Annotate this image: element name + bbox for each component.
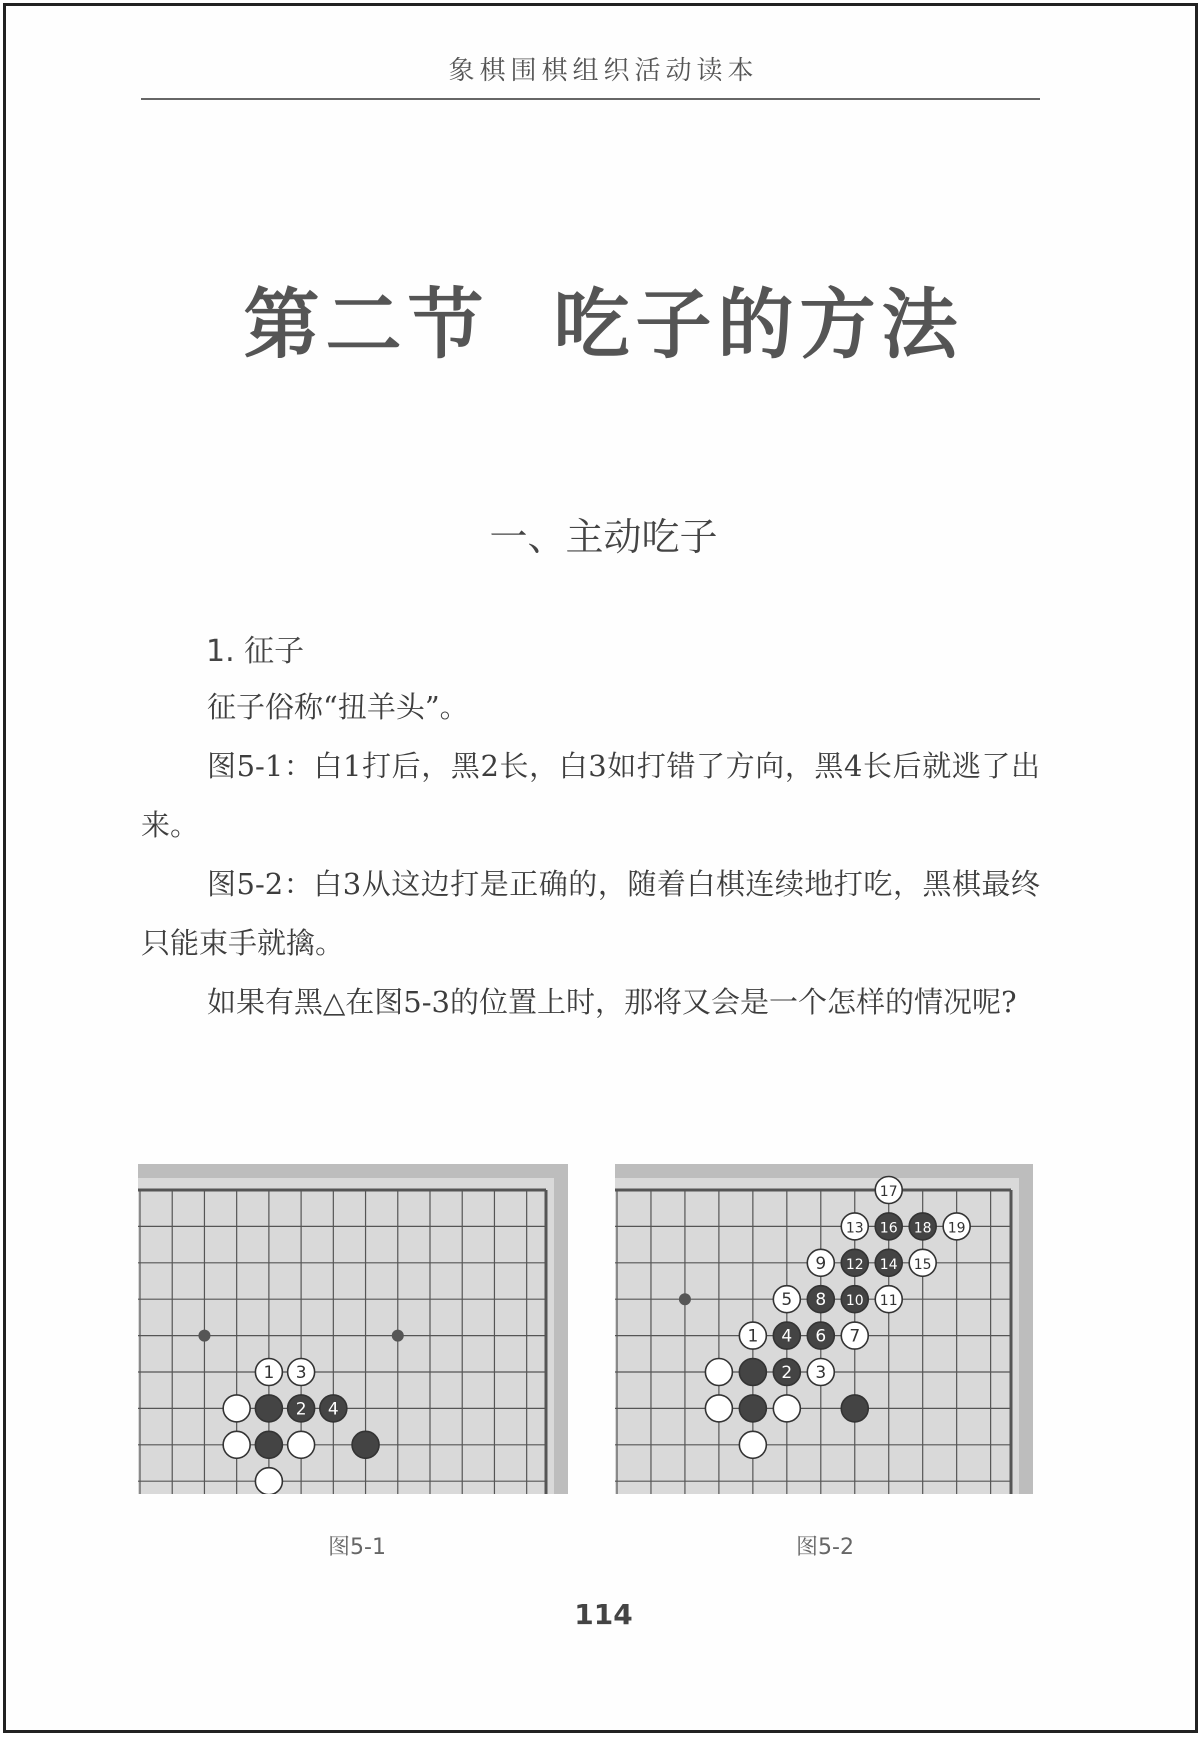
paragraph: 图5-1：白1打后，黑2长，白3如打错了方向，黑4长后就逃了出来。 <box>141 749 1040 842</box>
move-number: 3 <box>815 1363 827 1383</box>
move-number: 7 <box>849 1326 861 1347</box>
figure-caption: 图5-2 <box>796 1535 854 1560</box>
figure-caption: 图5-1 <box>328 1535 386 1560</box>
move-number: 2 <box>295 1399 307 1420</box>
move-number: 10 <box>845 1293 864 1310</box>
move-number: 11 <box>879 1293 898 1310</box>
move-number: 6 <box>815 1326 827 1347</box>
paragraph: 图5-2：白3从这边打是正确的，随着白棋连续地打吃，黑棋最终只能束手就擒。 <box>141 867 1040 960</box>
move-number: 1 <box>747 1326 759 1347</box>
white-stone <box>705 1395 732 1422</box>
black-stone <box>255 1431 282 1458</box>
book-page <box>3 3 1198 1733</box>
go-board-figure-5-2 <box>615 1164 1033 1494</box>
board-edge-top <box>138 1164 568 1178</box>
go-board-diagram <box>138 1164 568 1494</box>
white-stone <box>288 1431 315 1458</box>
board-edge-top <box>615 1164 1033 1178</box>
chapter-title <box>6 264 1201 373</box>
star-point <box>392 1330 404 1342</box>
move-number: 4 <box>327 1399 339 1420</box>
white-stone <box>705 1359 732 1386</box>
move-number: 19 <box>947 1220 966 1237</box>
white-stone <box>739 1431 766 1458</box>
go-board-figure-5-1 <box>138 1164 568 1494</box>
black-stone <box>841 1395 868 1422</box>
move-number: 5 <box>781 1290 793 1311</box>
star-point <box>679 1293 691 1305</box>
move-number: 8 <box>815 1290 827 1311</box>
white-stone <box>255 1468 282 1494</box>
black-stone <box>255 1395 282 1422</box>
page-number: 114 <box>574 1598 633 1631</box>
body-text <box>141 678 1040 1032</box>
move-number: 17 <box>879 1184 898 1200</box>
move-number: 13 <box>845 1220 864 1237</box>
move-number: 15 <box>913 1256 932 1273</box>
board-edge-right <box>1019 1164 1033 1494</box>
white-stone <box>773 1395 800 1422</box>
move-number: 2 <box>781 1363 793 1383</box>
subsection-title: 1. 征子 <box>206 634 305 669</box>
black-stone <box>352 1431 379 1458</box>
move-number: 18 <box>913 1220 932 1237</box>
move-number: 4 <box>781 1326 793 1347</box>
move-number: 16 <box>879 1220 898 1237</box>
go-board-diagram <box>615 1164 1033 1494</box>
running-header: 象棋围棋组织活动读本 <box>448 56 759 86</box>
chapter-number: 第二节 <box>243 280 490 369</box>
move-number: 3 <box>295 1363 307 1383</box>
move-number: 9 <box>815 1253 827 1274</box>
star-point <box>198 1330 210 1342</box>
move-number: 12 <box>845 1256 864 1273</box>
section-title: 一、主动吃子 <box>489 515 718 559</box>
header-rule <box>141 98 1040 100</box>
move-number: 14 <box>879 1256 898 1273</box>
white-stone <box>223 1395 250 1422</box>
black-stone <box>739 1395 766 1422</box>
move-number: 1 <box>263 1363 275 1383</box>
black-stone <box>739 1359 766 1386</box>
paragraph: 如果有黑△在图5-3的位置上时，那将又会是一个怎样的情况呢? <box>207 985 1017 1019</box>
board-edge-right <box>554 1164 568 1494</box>
chapter-name: 吃子的方法 <box>553 280 964 369</box>
white-stone <box>223 1431 250 1458</box>
paragraph: 征子俗称“扭羊头”。 <box>207 690 469 724</box>
